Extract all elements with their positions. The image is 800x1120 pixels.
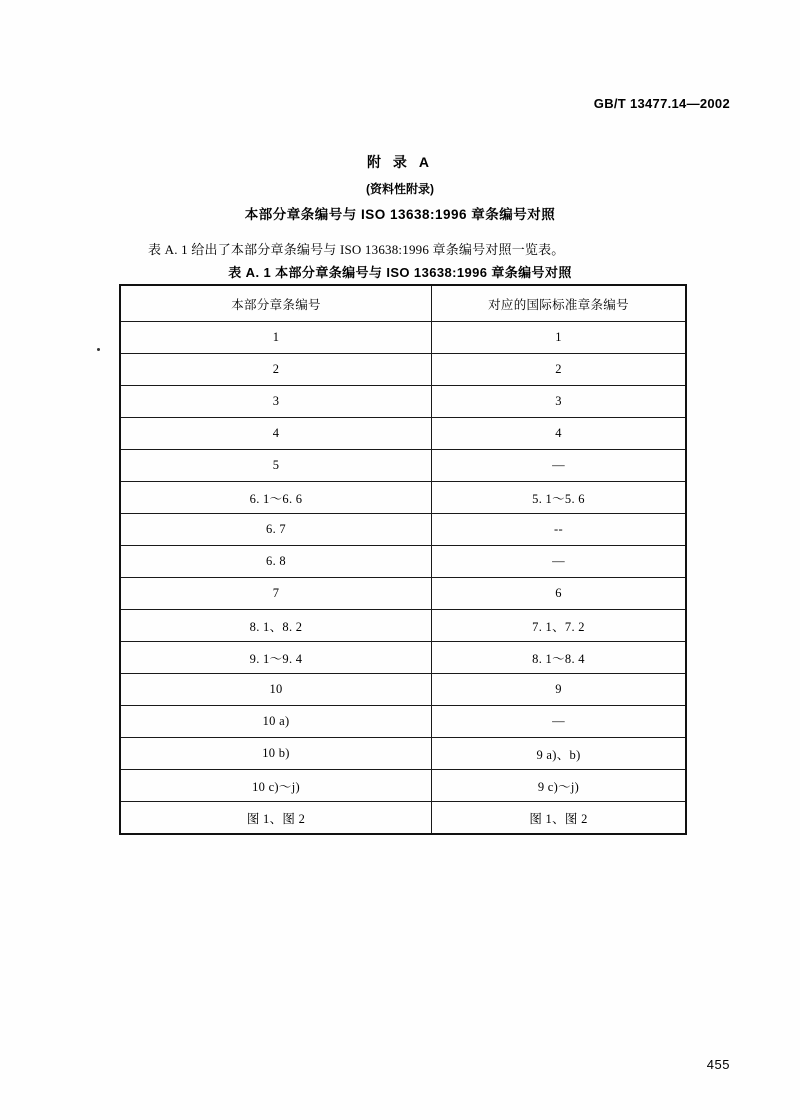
comparison-table bbox=[119, 284, 687, 835]
table-row bbox=[120, 514, 686, 546]
cell-international: 1 bbox=[432, 322, 687, 354]
cell-international: 9 bbox=[432, 674, 687, 706]
annex-heading: 本部分章条编号与 ISO 13638:1996 章条编号对照 bbox=[244, 207, 556, 222]
cell-local: 3 bbox=[120, 386, 432, 418]
comparison-table-wrapper bbox=[119, 284, 682, 835]
cell-local: 4 bbox=[120, 418, 432, 450]
intro-paragraph: 表 A. 1 给出了本部分章条编号与 ISO 13638:1996 章条编号对照一览表。 bbox=[148, 242, 565, 257]
cell-local: 10 a) bbox=[120, 706, 432, 738]
cell-international: 图 1、图 2 bbox=[432, 802, 687, 835]
header-standard-number: GB/T 13477.14—2002 bbox=[593, 96, 730, 111]
table-row bbox=[120, 546, 686, 578]
cell-international: 3 bbox=[432, 386, 687, 418]
margin-dot-mark bbox=[97, 348, 100, 351]
cell-international: -- bbox=[432, 514, 687, 546]
cell-local: 6. 7 bbox=[120, 514, 432, 546]
table-row bbox=[120, 482, 686, 514]
column-header-international: 对应的国际标准章条编号 bbox=[432, 285, 687, 322]
table-row bbox=[120, 802, 686, 835]
cell-local: 2 bbox=[120, 354, 432, 386]
table-row bbox=[120, 418, 686, 450]
table-row bbox=[120, 642, 686, 674]
table-body bbox=[120, 285, 686, 834]
cell-international: — bbox=[432, 450, 687, 482]
annex-subtitle: (资料性附录) bbox=[366, 182, 434, 196]
annex-title: 附 录 A bbox=[367, 154, 433, 170]
cell-international: 5. 1～5. 6 bbox=[432, 482, 687, 514]
cell-local: 10 b) bbox=[120, 738, 432, 770]
cell-local: 8. 1、8. 2 bbox=[120, 610, 432, 642]
cell-international: — bbox=[432, 706, 687, 738]
table-row bbox=[120, 738, 686, 770]
cell-local: 7 bbox=[120, 578, 432, 610]
table-row bbox=[120, 386, 686, 418]
table-row bbox=[120, 706, 686, 738]
cell-international: 9 a)、b) bbox=[432, 738, 687, 770]
cell-international: 2 bbox=[432, 354, 687, 386]
table-header-row bbox=[120, 285, 686, 322]
cell-local: 9. 1～9. 4 bbox=[120, 642, 432, 674]
table-row bbox=[120, 354, 686, 386]
table-row bbox=[120, 450, 686, 482]
page-number: 455 bbox=[706, 1057, 730, 1072]
cell-local: 10 c)～j) bbox=[120, 770, 432, 802]
cell-local: 6. 1～6. 6 bbox=[120, 482, 432, 514]
cell-international: 7. 1、7. 2 bbox=[432, 610, 687, 642]
cell-local: 图 1、图 2 bbox=[120, 802, 432, 835]
table-row bbox=[120, 322, 686, 354]
table-row bbox=[120, 770, 686, 802]
table-caption: 表 A. 1 本部分章条编号与 ISO 13638:1996 章条编号对照 bbox=[228, 265, 572, 280]
cell-international: 8. 1～8. 4 bbox=[432, 642, 687, 674]
table-row bbox=[120, 674, 686, 706]
cell-local: 5 bbox=[120, 450, 432, 482]
cell-local: 6. 8 bbox=[120, 546, 432, 578]
cell-local: 10 bbox=[120, 674, 432, 706]
table-row bbox=[120, 578, 686, 610]
column-header-local: 本部分章条编号 bbox=[120, 285, 432, 322]
table-row bbox=[120, 610, 686, 642]
cell-local: 1 bbox=[120, 322, 432, 354]
cell-international: 6 bbox=[432, 578, 687, 610]
cell-international: — bbox=[432, 546, 687, 578]
cell-international: 9 c)～j) bbox=[432, 770, 687, 802]
cell-international: 4 bbox=[432, 418, 687, 450]
